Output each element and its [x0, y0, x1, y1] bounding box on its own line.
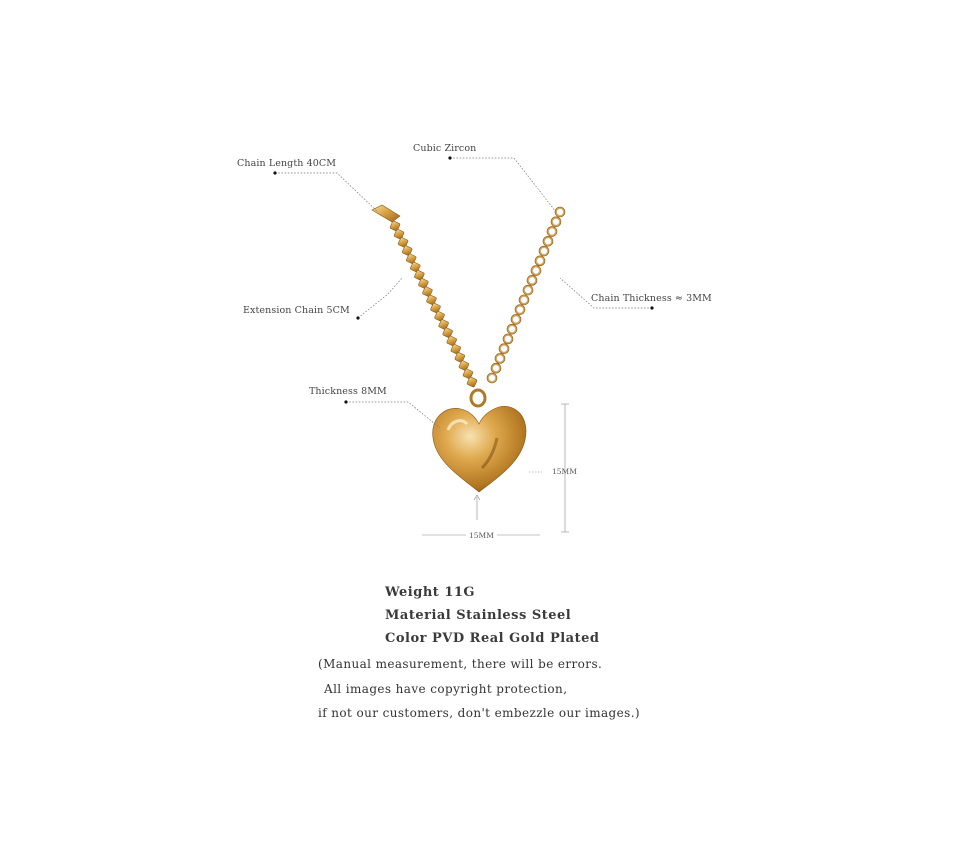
zircon-stone [497, 355, 503, 361]
heart-pendant [433, 406, 526, 492]
zircon-stone [489, 375, 495, 381]
zircon-stone [525, 287, 531, 293]
pendant-bail [471, 390, 485, 406]
zircon-stone [493, 365, 499, 371]
zircon-stone [549, 228, 555, 234]
zircon-stone [513, 316, 519, 322]
height-dimension-label: 15MM [552, 467, 577, 476]
zircon-stone [521, 297, 527, 303]
zircon-stone [517, 306, 523, 312]
note-line-2: All images have copyright protection, [324, 682, 568, 696]
zircon-stone [529, 277, 535, 283]
spec-weight: Weight 11G [385, 585, 476, 600]
zircon-stone [505, 336, 511, 342]
chain-thickness-label: Chain Thickness ≈ 3MM [591, 293, 712, 304]
cubic-zircon-label: Cubic Zircon [413, 143, 477, 154]
chain-clasp [372, 205, 400, 222]
extension-chain-label: Extension Chain 5CM [243, 305, 350, 316]
spec-material: Material Stainless Steel [385, 608, 572, 623]
zircon-stone [545, 238, 551, 244]
spec-color: Color PVD Real Gold Plated [385, 631, 600, 646]
note-line-1: (Manual measurement, there will be errors. [318, 657, 603, 671]
zircon-chain [487, 207, 565, 383]
chain-length-label: Chain Length 40CM [237, 158, 337, 169]
box-chain [372, 205, 477, 387]
zircon-stone [501, 346, 507, 352]
zircon-stone [537, 258, 543, 264]
note-line-3: if not our customers, don't embezzle our images.) [318, 706, 640, 720]
zircon-stone [533, 267, 539, 273]
zircon-stone [553, 219, 559, 225]
zircon-stone [557, 209, 563, 215]
zircon-stone [509, 326, 515, 332]
thickness-label: Thickness 8MM [309, 386, 387, 397]
zircon-stone [541, 248, 547, 254]
width-dimension-label: 15MM [466, 531, 497, 540]
